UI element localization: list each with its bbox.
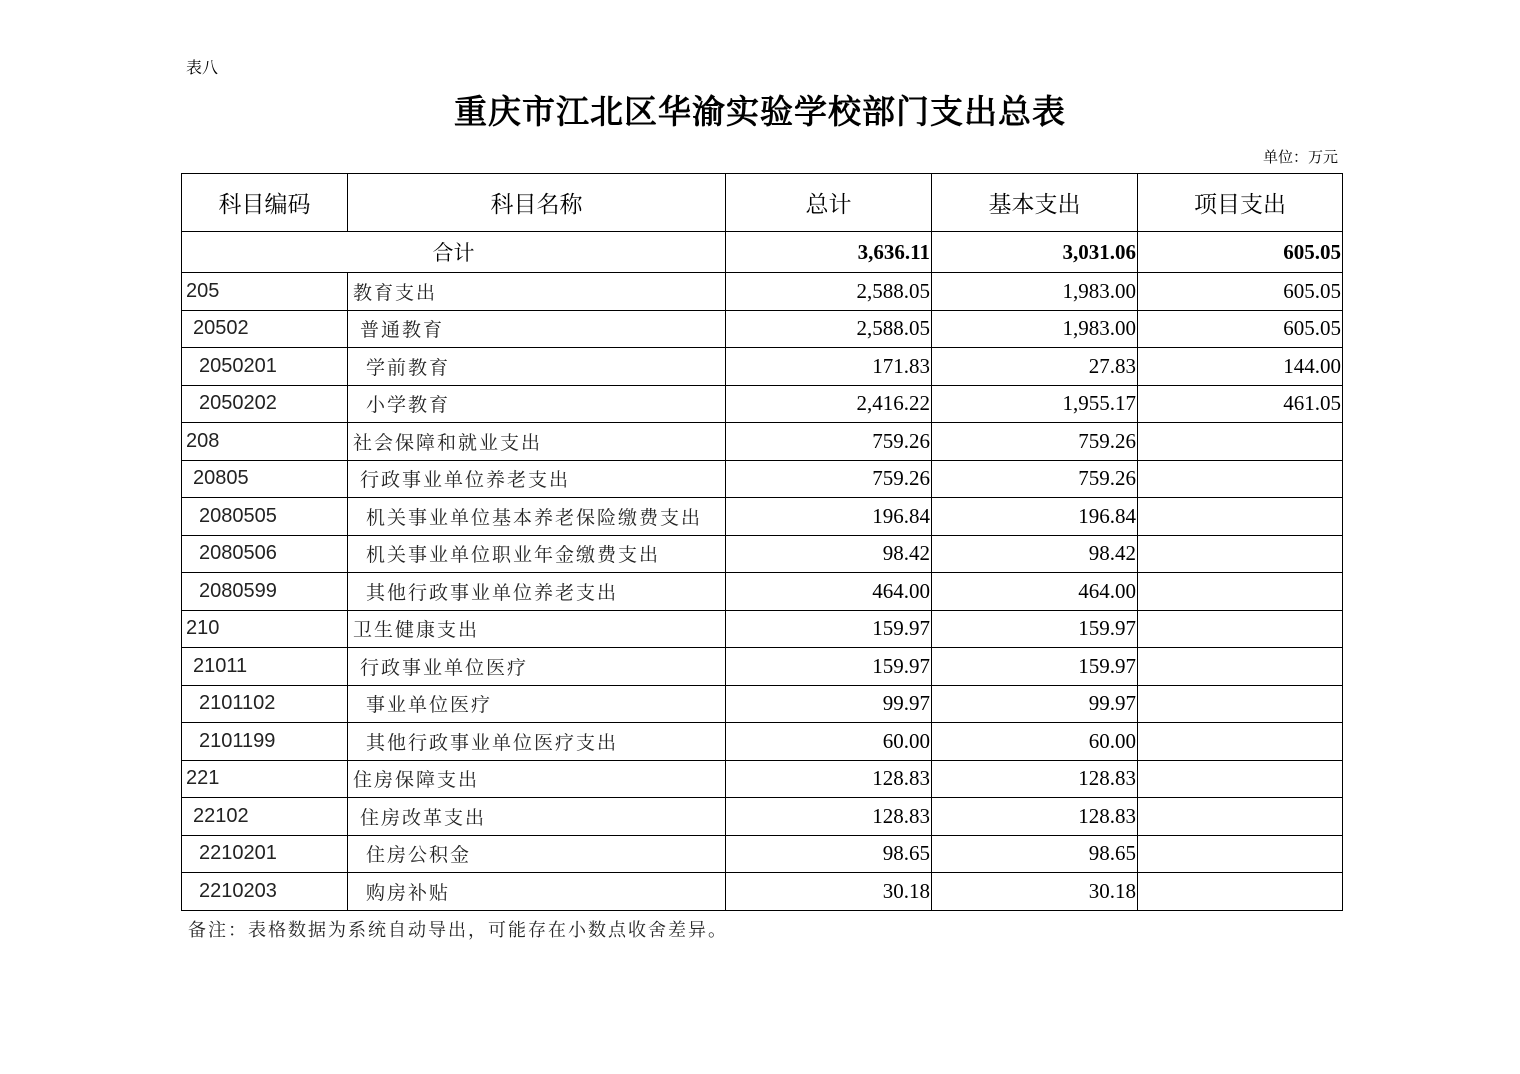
table-row bbox=[182, 610, 1343, 648]
row-name bbox=[348, 460, 726, 498]
row-name-text: 教育支出 bbox=[353, 281, 438, 304]
row-basic: 1,955.17 bbox=[932, 385, 1138, 423]
total-basic: 3,031.06 bbox=[932, 232, 1138, 273]
row-project bbox=[1138, 873, 1343, 911]
total-row bbox=[182, 232, 1343, 273]
row-basic: 464.00 bbox=[932, 573, 1138, 611]
row-name-text: 机关事业单位职业年金缴费支出 bbox=[366, 544, 661, 567]
row-code bbox=[182, 498, 348, 536]
row-code bbox=[182, 273, 348, 311]
row-name bbox=[348, 648, 726, 686]
row-project bbox=[1138, 723, 1343, 761]
total-label: 合计 bbox=[182, 232, 726, 273]
row-total: 128.83 bbox=[726, 798, 932, 836]
expense-table bbox=[181, 173, 1343, 911]
total-project: 605.05 bbox=[1138, 232, 1343, 273]
table-row bbox=[182, 460, 1343, 498]
row-basic: 159.97 bbox=[932, 610, 1138, 648]
row-project bbox=[1138, 423, 1343, 461]
row-name-text: 事业单位医疗 bbox=[366, 694, 493, 717]
table-row bbox=[182, 835, 1343, 873]
row-project bbox=[1138, 498, 1343, 536]
page-title: 重庆市江北区华渝实验学校部门支出总表 bbox=[454, 92, 1066, 131]
row-code-text: 2080505 bbox=[199, 504, 277, 527]
row-code bbox=[182, 610, 348, 648]
row-project bbox=[1138, 685, 1343, 723]
table-row bbox=[182, 573, 1343, 611]
header-basic: 基本支出 bbox=[932, 174, 1138, 232]
row-project bbox=[1138, 460, 1343, 498]
row-name bbox=[348, 873, 726, 911]
row-name-text: 行政事业单位养老支出 bbox=[360, 469, 571, 492]
row-project bbox=[1138, 648, 1343, 686]
row-code-text: 22102 bbox=[193, 804, 249, 827]
row-name-text: 机关事业单位基本养老保险缴费支出 bbox=[366, 506, 703, 529]
row-name bbox=[348, 573, 726, 611]
table-row bbox=[182, 535, 1343, 573]
row-total: 128.83 bbox=[726, 760, 932, 798]
row-total: 2,416.22 bbox=[726, 385, 932, 423]
row-basic: 196.84 bbox=[932, 498, 1138, 536]
row-code-text: 2080506 bbox=[199, 542, 277, 565]
row-project bbox=[1138, 760, 1343, 798]
row-name bbox=[348, 685, 726, 723]
row-name bbox=[348, 348, 726, 386]
row-code bbox=[182, 535, 348, 573]
row-name-text: 学前教育 bbox=[366, 356, 451, 379]
row-code bbox=[182, 760, 348, 798]
header-project: 项目支出 bbox=[1138, 174, 1343, 232]
header-row bbox=[182, 174, 1343, 232]
row-project bbox=[1138, 535, 1343, 573]
row-code-text: 2050201 bbox=[199, 354, 277, 377]
row-name-text: 其他行政事业单位养老支出 bbox=[366, 581, 619, 604]
row-name-text: 其他行政事业单位医疗支出 bbox=[366, 731, 619, 754]
row-name-text: 社会保障和就业支出 bbox=[353, 431, 543, 454]
row-code bbox=[182, 648, 348, 686]
row-code bbox=[182, 423, 348, 461]
row-name bbox=[348, 610, 726, 648]
row-code bbox=[182, 385, 348, 423]
row-total: 759.26 bbox=[726, 460, 932, 498]
row-name-text: 住房公积金 bbox=[366, 844, 472, 867]
row-code bbox=[182, 798, 348, 836]
row-project: 605.05 bbox=[1138, 273, 1343, 311]
row-code-text: 2050202 bbox=[199, 392, 277, 415]
row-code-text: 20805 bbox=[193, 467, 249, 490]
table-row bbox=[182, 760, 1343, 798]
row-code-text: 2101199 bbox=[199, 729, 276, 752]
row-basic: 27.83 bbox=[932, 348, 1138, 386]
table-row bbox=[182, 273, 1343, 311]
row-total: 171.83 bbox=[726, 348, 932, 386]
row-code-text: 2080599 bbox=[199, 579, 277, 602]
row-name-text: 购房补贴 bbox=[366, 881, 451, 904]
row-total: 464.00 bbox=[726, 573, 932, 611]
row-code-text: 2101102 bbox=[199, 692, 276, 715]
row-basic: 99.97 bbox=[932, 685, 1138, 723]
row-basic: 759.26 bbox=[932, 423, 1138, 461]
table-row bbox=[182, 685, 1343, 723]
row-code bbox=[182, 310, 348, 348]
row-basic: 60.00 bbox=[932, 723, 1138, 761]
table-row bbox=[182, 385, 1343, 423]
header-code: 科目编码 bbox=[182, 174, 348, 232]
total-sum: 3,636.11 bbox=[726, 232, 932, 273]
row-name bbox=[348, 723, 726, 761]
row-name-text: 住房改革支出 bbox=[360, 806, 487, 829]
row-total: 2,588.05 bbox=[726, 273, 932, 311]
row-code-text: 2210201 bbox=[199, 842, 277, 865]
row-name-text: 行政事业单位医疗 bbox=[360, 656, 529, 679]
row-project: 144.00 bbox=[1138, 348, 1343, 386]
row-project: 461.05 bbox=[1138, 385, 1343, 423]
row-code bbox=[182, 573, 348, 611]
row-name bbox=[348, 835, 726, 873]
table-row bbox=[182, 498, 1343, 536]
row-name bbox=[348, 498, 726, 536]
row-total: 30.18 bbox=[726, 873, 932, 911]
row-total: 159.97 bbox=[726, 648, 932, 686]
row-name bbox=[348, 760, 726, 798]
row-code-text: 20502 bbox=[193, 317, 249, 340]
row-project: 605.05 bbox=[1138, 310, 1343, 348]
row-name bbox=[348, 385, 726, 423]
row-basic: 98.65 bbox=[932, 835, 1138, 873]
row-project bbox=[1138, 835, 1343, 873]
row-code bbox=[182, 723, 348, 761]
row-code bbox=[182, 348, 348, 386]
row-code bbox=[182, 460, 348, 498]
row-total: 159.97 bbox=[726, 610, 932, 648]
row-code bbox=[182, 685, 348, 723]
row-name bbox=[348, 310, 726, 348]
row-name bbox=[348, 273, 726, 311]
unit-label: 单位：万元 bbox=[1262, 148, 1338, 166]
table-row bbox=[182, 423, 1343, 461]
row-total: 98.65 bbox=[726, 835, 932, 873]
row-total: 196.84 bbox=[726, 498, 932, 536]
table-row bbox=[182, 798, 1343, 836]
header-total: 总计 bbox=[726, 174, 932, 232]
row-code bbox=[182, 835, 348, 873]
row-code-text: 208 bbox=[186, 429, 220, 452]
row-total: 759.26 bbox=[726, 423, 932, 461]
header-name: 科目名称 bbox=[348, 174, 726, 232]
footnote: 备注：表格数据为系统自动导出，可能存在小数点收舍差异。 bbox=[188, 920, 728, 941]
row-name-text: 普通教育 bbox=[360, 319, 445, 342]
row-basic: 759.26 bbox=[932, 460, 1138, 498]
row-project bbox=[1138, 573, 1343, 611]
row-code bbox=[182, 873, 348, 911]
table-row bbox=[182, 648, 1343, 686]
row-total: 60.00 bbox=[726, 723, 932, 761]
row-project bbox=[1138, 610, 1343, 648]
row-name-text: 小学教育 bbox=[366, 394, 451, 417]
row-basic: 128.83 bbox=[932, 798, 1138, 836]
table-row bbox=[182, 348, 1343, 386]
row-code-text: 221 bbox=[186, 767, 220, 790]
row-basic: 128.83 bbox=[932, 760, 1138, 798]
row-name bbox=[348, 535, 726, 573]
row-total: 2,588.05 bbox=[726, 310, 932, 348]
table-row bbox=[182, 723, 1343, 761]
row-code-text: 2210203 bbox=[199, 879, 277, 902]
row-basic: 1,983.00 bbox=[932, 310, 1138, 348]
row-basic: 30.18 bbox=[932, 873, 1138, 911]
row-name-text: 住房保障支出 bbox=[353, 769, 480, 792]
row-basic: 159.97 bbox=[932, 648, 1138, 686]
row-total: 98.42 bbox=[726, 535, 932, 573]
row-code-text: 205 bbox=[186, 279, 220, 302]
row-name-text: 卫生健康支出 bbox=[353, 619, 480, 642]
row-basic: 1,983.00 bbox=[932, 273, 1138, 311]
table-row bbox=[182, 873, 1343, 911]
row-project bbox=[1138, 798, 1343, 836]
table-row bbox=[182, 310, 1343, 348]
row-name bbox=[348, 423, 726, 461]
row-basic: 98.42 bbox=[932, 535, 1138, 573]
row-code-text: 210 bbox=[186, 617, 220, 640]
table-label: 表八 bbox=[186, 58, 219, 77]
row-code-text: 21011 bbox=[193, 654, 248, 677]
row-name bbox=[348, 798, 726, 836]
row-total: 99.97 bbox=[726, 685, 932, 723]
